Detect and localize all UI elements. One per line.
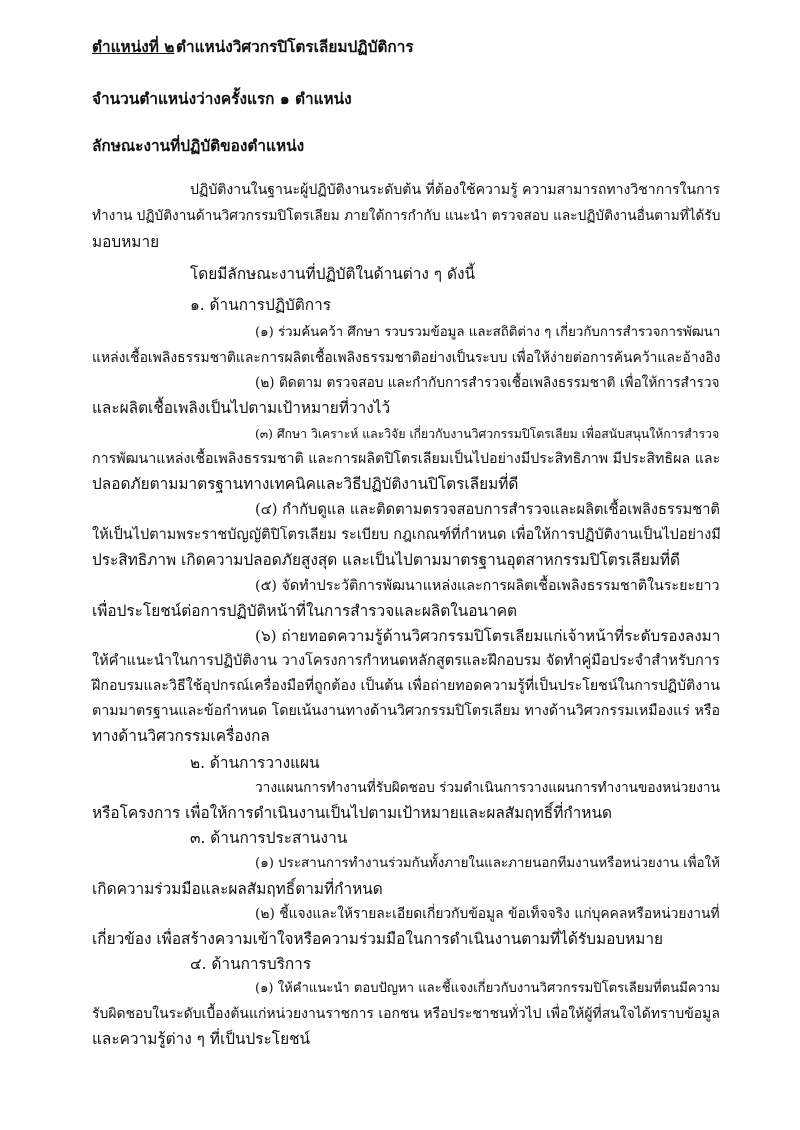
item-line: (๑) ให้คำแนะนำ ตอบปัญหา และชี้แจงเกี่ยวกับงานวิศวกรรมปิโตรเลียมที่ตนมีความ [255,981,720,996]
item-line: ทางด้านวิศวกรรมเครื่องกล [92,727,270,745]
item-line: เกิดความร่วมมือและผลสัมฤทธิ์ตามที่กำหนด [92,880,383,898]
intro-line: มอบหมาย [92,233,160,251]
item-line: ให้เป็นไปตามพระราชบัญญัติปิโตรเลียม ระเบียบ กฎเกณฑ์ที่กำหนด เพื่อให้การปฏิบัติงานเป็นไปอย่างมี [92,527,721,543]
item-line: ตามมาตรฐานและข้อกำหนด โดยเน้นงานทางด้านวิศวกรรมปิโตรเลียม ทางด้านวิศวกรรมเหมืองแร่ หรือ [92,703,720,719]
intro-line: ปฏิบัติงานในฐานะผู้ปฏิบัติงานระดับต้น ที่ต้องใช้ความรู้ ความสามารถทางวิชาการในการ [190,182,721,198]
item-line: (๕) จัดทำประวัติการพัฒนาแหล่งและการผลิตเชื้อเพลิงธรรมชาติในระยะยาว [255,578,720,594]
planning-line: วางแผนการทำงานที่รับผิดชอบ ร่วมดำเนินการวางแผนการทำงานของหน่วยงาน [255,780,720,796]
item-line: (๖) ถ่ายทอดความรู้ด้านวิศวกรรมปิโตรเลียมแก่เจ้าหน้าที่ระดับรองลงมา [255,627,721,645]
item-line: และความรู้ต่าง ๆ ที่เป็นประโยชน์ [92,1030,311,1048]
item-line: ประสิทธิภาพ เกิดความปลอดภัยสูงสุด และเป็นไปตามมาตรฐานอุตสาหกรรมปิโตรเลียมที่ดี [92,551,681,569]
planning-line: หรือโครงการ เพื่อให้การดำเนินงานเป็นไปตามเป้าหมายและผลสัมฤทธิ์ที่กำหนด [92,804,612,822]
item-line: ฝึกอบรมและวิธีใช้อุปกรณ์เครื่องมือที่ถูกต้อง เป็นต้น เพื่อถ่ายทอดความรู้ที่เป็นประโยชน์ในการปฏิบัติงาน [92,678,720,694]
item-line: (๑) ร่วมค้นคว้า ศึกษา รวบรวมข้อมูล และสถิติต่าง ๆ เกี่ยวกับการสำรวจการพัฒนา [255,325,721,340]
item-line: ให้คำแนะนำในการปฏิบัติงาน วางโครงการกำหนดหลักสูตรและฝึกอบรม จัดทำคู่มือประจำสำหรับการ [92,652,720,669]
position-number-label: ตำแหน่งที่ ๒ [92,38,175,56]
section-title-planning: ๒. ด้านการวางแผน [190,754,320,772]
item-line: (๒) ชี้แจงและให้รายละเอียดเกี่ยวกับข้อมูล ข้อเท็จจริง แก่บุคคลหรือหน่วยงานที่ [255,906,720,922]
vacancy-count: จำนวนตำแหน่งว่างครั้งแรก ๑ ตำแหน่ง [92,90,352,108]
section-title-service: ๔. ด้านการบริการ [190,955,312,973]
item-line: เพื่อประโยชน์ต่อการปฏิบัติหน้าที่ในการสำรวจและผลิตในอนาคต [92,602,518,620]
item-line: แหล่งเชื้อเพลิงธรรมชาติและการผลิตเชื้อเพลิงธรรมชาติอย่างเป็นระบบ เพื่อให้ง่ายต่อการค้นคว้าและอ้างอิง [92,350,721,366]
item-line: (๔) กำกับดูแล และติดตามตรวจสอบการสำรวจและผลิตเชื้อเพลิงธรรมชาติ [255,501,720,518]
job-nature-heading: ลักษณะงานที่ปฏิบัติของตำแหน่ง [92,137,305,155]
item-line: และผลิตเชื้อเพลิงเป็นไปตามเป้าหมายที่วางไว้ [92,399,391,417]
item-line: การพัฒนาแหล่งเชื้อเพลิงธรรมชาติ และการผลิตปิโตรเลียมเป็นไปอย่างมีประสิทธิภาพ มีประสิทธิผล และ [92,451,721,467]
item-line: ปลอดภัยตามมาตรฐานทางเทคนิคและวิธีปฏิบัติงานปิโตรเลียมที่ดี [92,475,519,493]
section-title-coordination: ๓. ด้านการประสานงาน [190,829,348,847]
section-title-operations: ๑. ด้านการปฏิบัติการ [190,296,332,314]
lead-text: โดยมีลักษณะงานที่ปฏิบัติในด้านต่าง ๆ ดังนี้ [190,265,475,283]
item-line: (๒) ติดตาม ตรวจสอบ และกำกับการสำรวจเชื้อเพลิงธรรมชาติ เพื่อให้การสำรวจ [255,375,720,391]
item-line: (๑) ประสานการทำงานร่วมกันทั้งภายในและภายนอกทีมงานหรือหน่วยงาน เพื่อให้ [255,856,720,871]
position-title: ตำแหน่งวิศวกรปิโตรเลียมปฏิบัติการ [176,38,414,56]
item-line: รับผิดชอบในระดับเบื้องต้นแก่หน่วยงานราชการ เอกชน หรือประชาชนทั่วไป เพื่อให้ผู้ที่สนใจได้ทราบข้อมูล [92,1006,720,1022]
item-line: เกี่ยวข้อง เพื่อสร้างความเข้าใจหรือความร่วมมือในการดำเนินงานตามที่ได้รับมอบหมาย [92,930,664,948]
item-line: (๓) ศึกษา วิเคราะห์ และวิจัย เกี่ยวกับงานวิศวกรรมปิโตรเลียม เพื่อสนับสนุนให้การสำรวจ [255,427,720,441]
intro-line: ทำงาน ปฏิบัติงานด้านวิศวกรรมปิโตรเลียม ภายใต้การกำกับ แนะนำ ตรวจสอบ และปฏิบัติงานอื่นตามที่ได้รับ [92,208,721,224]
